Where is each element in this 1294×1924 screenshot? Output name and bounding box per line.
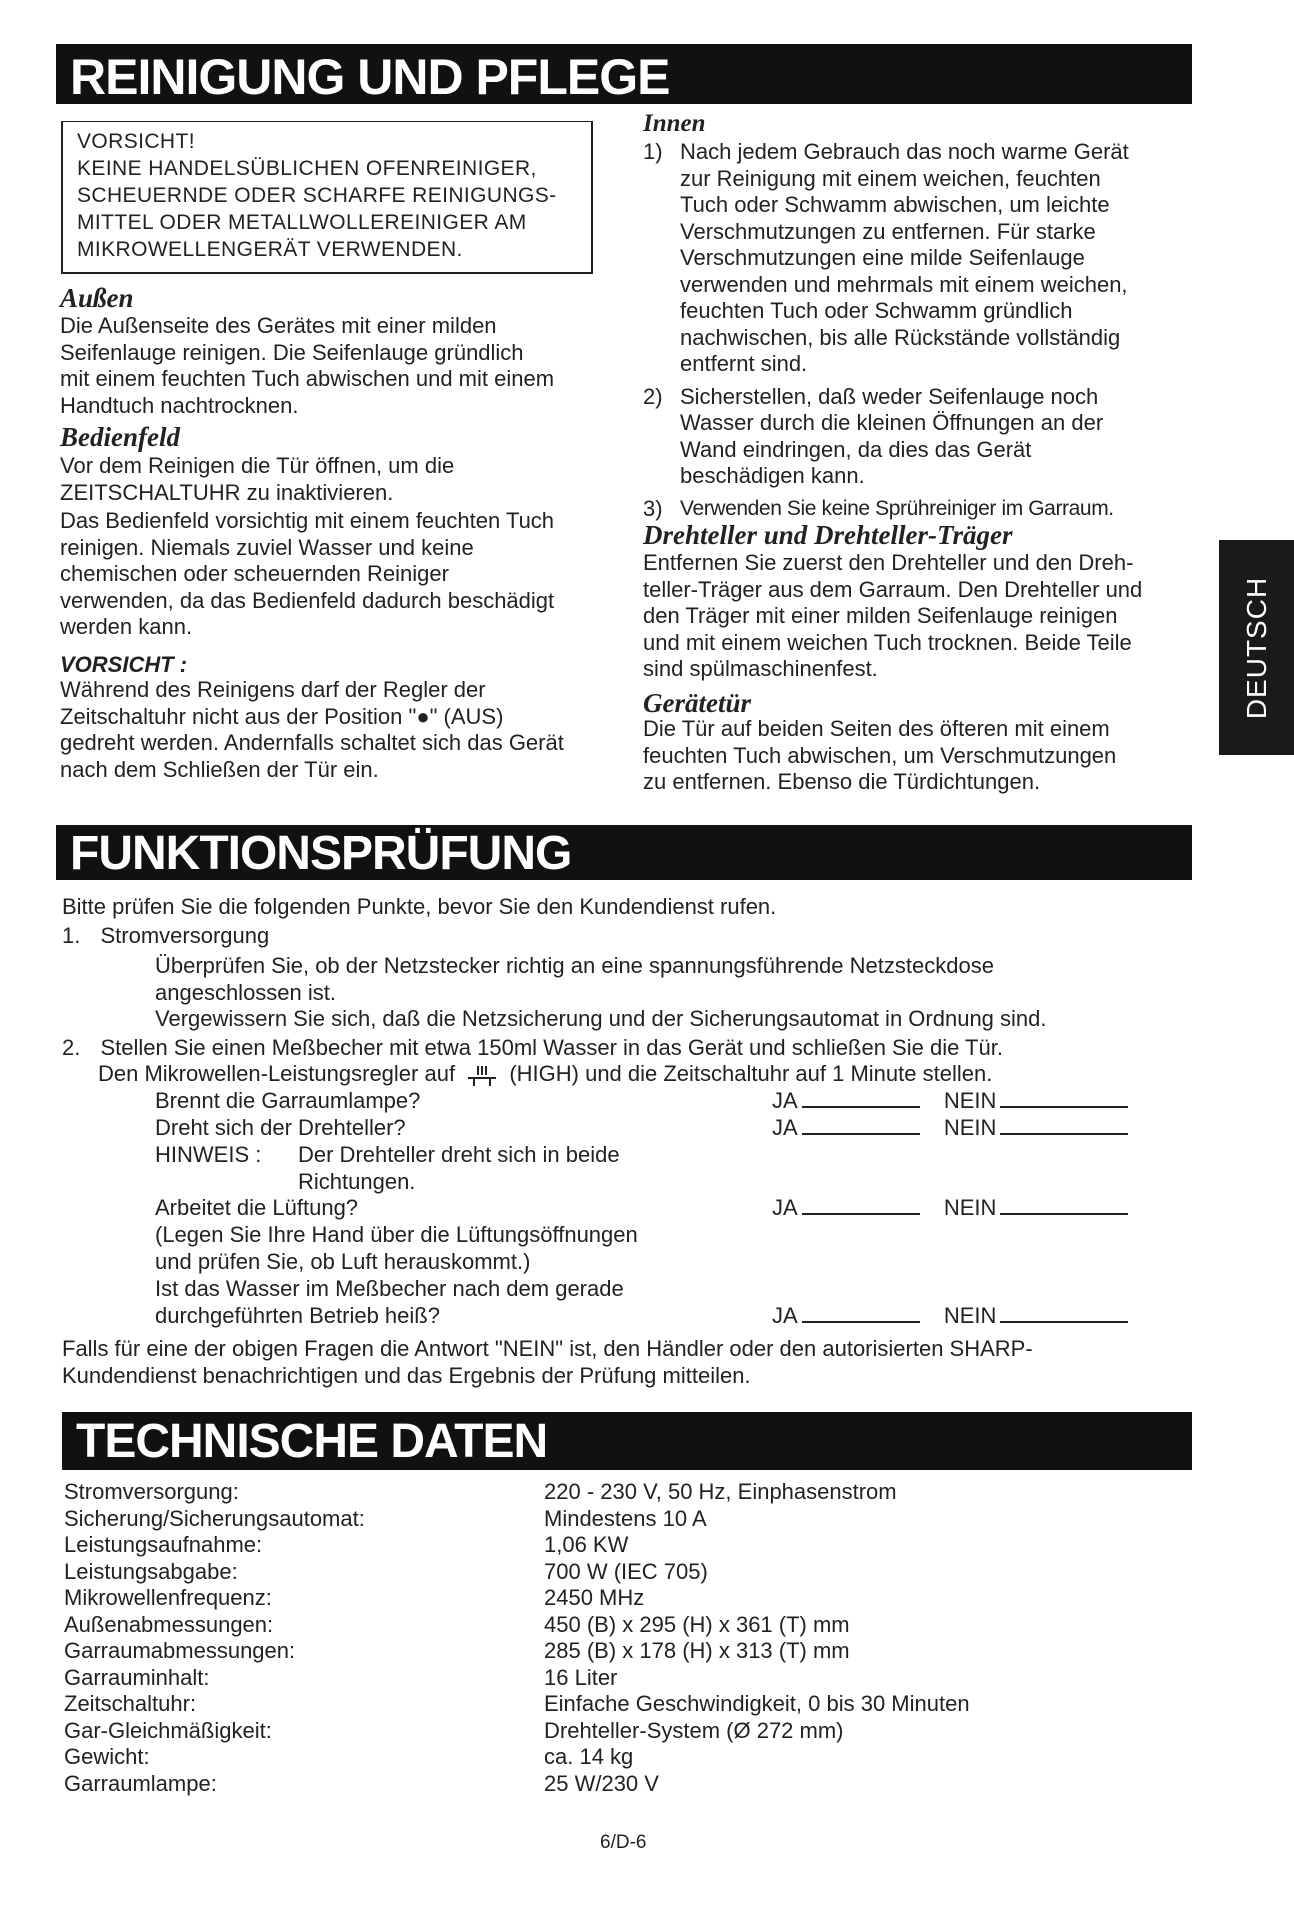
text-line: Die Tür auf beiden Seiten des öfteren mit einem xyxy=(643,716,1110,741)
spec-row xyxy=(64,1559,1264,1586)
text-line: (HIGH) und die Zeitschaltuhr auf 1 Minute stellen. xyxy=(509,1061,993,1086)
spec-row xyxy=(64,1691,1264,1718)
text-line: Vor dem Reinigen die Tür öffnen, um die xyxy=(60,453,455,478)
check-item-2-line2 xyxy=(98,1061,1218,1088)
spec-value: 1,06 KW xyxy=(544,1532,629,1557)
spec-row xyxy=(64,1638,1264,1665)
list-item xyxy=(643,384,1203,490)
answer-blank[interactable] xyxy=(1000,1213,1128,1215)
spec-key: Zeitschaltuhr: xyxy=(64,1691,197,1716)
answer-ja: JA xyxy=(772,1088,798,1113)
answer-ja: JA xyxy=(772,1303,798,1328)
text-line: Vergewissern Sie sich, daß die Netzsicherung und der Sicherungsautomat in Ordnung sind. xyxy=(155,1006,1047,1031)
heading-aussen: Außen xyxy=(60,283,134,313)
section-banner-funktionspruefung xyxy=(56,825,1192,880)
text-line: feuchten Tuch oder Schwamm gründlich xyxy=(680,298,1073,323)
spec-key: Sicherung/Sicherungsautomat: xyxy=(64,1505,365,1531)
text-line: Seifenlauge reinigen. Die Seifenlauge gründlich xyxy=(60,339,524,365)
spec-row xyxy=(64,1479,1264,1506)
language-side-tab xyxy=(1219,540,1294,755)
spec-key: Gewicht: xyxy=(64,1744,150,1769)
text-line: Der Drehteller dreht sich in beide xyxy=(298,1142,620,1167)
text-line: mit einem feuchten Tuch abwischen und mit einem xyxy=(60,366,555,391)
text-line: (Legen Sie Ihre Hand über die Lüftungsöffnungen xyxy=(155,1222,638,1247)
text-line: reinigen. Niemals zuviel Wasser und keine xyxy=(60,534,474,560)
spec-row xyxy=(64,1744,1264,1771)
text-line: und prüfen Sie, ob Luft herauskommt.) xyxy=(155,1248,531,1274)
answer-blank[interactable] xyxy=(802,1213,920,1215)
warning-line: MITTEL ODER METALLWOLLEREINIGER AM xyxy=(77,211,527,234)
item-number: 3) xyxy=(643,495,663,521)
text-line: nachwischen, bis alle Rückstände vollständig xyxy=(680,324,1121,350)
item-number: 1) xyxy=(643,139,663,164)
heading-geraetetuer: Gerätetür xyxy=(643,688,751,718)
item-label: Stromversorgung xyxy=(100,923,270,948)
spec-key: Leistungsabgabe: xyxy=(64,1558,238,1584)
answer-blank[interactable] xyxy=(802,1106,920,1108)
section-banner-technische-daten xyxy=(62,1412,1192,1470)
text-line: verwenden, da das Bedienfeld dadurch beschädigt xyxy=(60,587,555,613)
text-line: angeschlossen ist. xyxy=(155,979,336,1005)
heading-bedienfeld: Bedienfeld xyxy=(60,422,180,452)
spec-key: Stromversorgung: xyxy=(64,1479,239,1504)
text-line: Stellen Sie einen Meßbecher mit etwa 150ml Wasser in das Gerät und schließen Sie die Tür. xyxy=(100,1035,1003,1060)
text-line: Überprüfen Sie, ob der Netzstecker richtig an eine spannungsführende Netzsteckdose xyxy=(155,953,994,978)
text-line: Entfernen Sie zuerst den Drehteller und den Dreh- xyxy=(643,550,1134,575)
text-line: Sicherstellen, daß weder Seifenlauge noch xyxy=(680,383,1099,409)
question-3: Arbeitet die Lüftung? xyxy=(155,1195,359,1220)
high-power-icon xyxy=(465,1064,499,1086)
check-item-1 xyxy=(62,923,1212,950)
text-line: teller-Träger aus dem Garraum. Den Drehteller und xyxy=(643,576,1143,602)
text-line: Zeitschaltuhr nicht aus der Position "●" (AUS) xyxy=(60,703,504,729)
answer-nein: NEIN xyxy=(943,1115,997,1140)
text-line: Wand eindringen, da dies das Gerät xyxy=(680,436,1032,462)
warning-box xyxy=(61,121,593,274)
hinweis-text xyxy=(298,1142,718,1195)
text-line: Nach jedem Gebrauch das noch warme Gerät xyxy=(680,139,1129,164)
spec-key: Leistungsaufnahme: xyxy=(64,1532,263,1557)
question-3-note xyxy=(155,1222,715,1275)
spec-key: Mikrowellenfrequenz: xyxy=(64,1585,272,1610)
text-line: nach dem Schließen der Tür ein. xyxy=(60,756,379,782)
text-line: Richtungen. xyxy=(298,1168,416,1194)
answer-nein: NEIN xyxy=(943,1195,997,1220)
text-line: sind spülmaschinenfest. xyxy=(643,656,878,681)
text-line: Wasser durch die kleinen Öffnungen an der xyxy=(680,410,1104,435)
check-item-2 xyxy=(62,1035,1212,1062)
spec-value: 220 - 230 V, 50 Hz, Einphasenstrom xyxy=(544,1479,897,1504)
warning-line: VORSICHT! xyxy=(77,130,195,153)
section-title: REINIGUNG UND PFLEGE xyxy=(70,49,670,105)
answer-nein: NEIN xyxy=(943,1303,997,1328)
section-banner-reinigung xyxy=(56,44,1192,104)
list-item xyxy=(643,139,1203,378)
heading-vorsicht: VORSICHT : xyxy=(60,652,188,677)
text-line: verwenden und mehrmals mit einem weichen, xyxy=(680,271,1128,297)
warning-line: MIKROWELLENGERÄT VERWENDEN. xyxy=(77,238,463,261)
spec-value: ca. 14 kg xyxy=(544,1744,634,1769)
spec-key: Garrauminhalt: xyxy=(64,1664,210,1690)
answer-ja: JA xyxy=(772,1195,798,1220)
text-line: Den Mikrowellen-Leistungsregler auf xyxy=(98,1061,456,1086)
text-line: Verschmutzungen eine milde Seifenlauge xyxy=(680,245,1085,270)
check-item-1-text xyxy=(155,953,1205,1033)
answer-row-1 xyxy=(772,1088,1128,1115)
answer-blank[interactable] xyxy=(1000,1133,1128,1135)
answer-nein: NEIN xyxy=(943,1088,997,1113)
text-line: gedreht werden. Andernfalls schaltet sich das Gerät xyxy=(60,730,564,755)
text-line: durchgeführten Betrieb heiß? xyxy=(155,1302,440,1328)
spec-key: Außenabmessungen: xyxy=(64,1611,274,1637)
spec-value: 700 W (IEC 705) xyxy=(544,1558,708,1584)
answer-blank[interactable] xyxy=(802,1133,920,1135)
text-line: Handtuch nachtrocknen. xyxy=(60,392,299,418)
text-line: Falls für eine der obigen Fragen die Antwort "NEIN" ist, den Händler oder den autorisierten SHARP- xyxy=(62,1336,1033,1361)
spec-value: 16 Liter xyxy=(544,1664,618,1690)
spec-value: Einfache Geschwindigkeit, 0 bis 30 Minuten xyxy=(544,1691,970,1716)
section-title: FUNKTIONSPRÜFUNG xyxy=(70,827,572,880)
spec-key: Garraumlampe: xyxy=(64,1770,217,1796)
text-line: entfernt sind. xyxy=(680,351,808,376)
question-2: Dreht sich der Drehteller? xyxy=(155,1115,406,1140)
text-line: Das Bedienfeld vorsichtig mit einem feuchten Tuch xyxy=(60,508,555,533)
item-number: 2. xyxy=(62,1035,81,1060)
spec-value: 2450 MHz xyxy=(544,1585,645,1610)
vorsicht-text xyxy=(60,677,600,783)
text-line: Tuch oder Schwamm abwischen, um leichte xyxy=(680,192,1110,217)
hinweis-label: HINWEIS : xyxy=(155,1142,262,1167)
spec-key: Garraumabmessungen: xyxy=(64,1638,296,1663)
text-line: Während des Reinigens darf der Regler der xyxy=(60,677,486,702)
spec-value: Drehteller-System (Ø 272 mm) xyxy=(544,1717,844,1743)
text-line: Verwenden Sie keine Sprühreiniger im Garraum. xyxy=(680,496,1114,520)
spec-value: 25 W/230 V xyxy=(544,1770,659,1796)
spec-value: 285 (B) x 178 (H) x 313 (T) mm xyxy=(544,1638,850,1663)
answer-blank[interactable] xyxy=(802,1321,920,1323)
spec-value: Mindestens 10 A xyxy=(544,1505,707,1531)
geraetetuer-text xyxy=(643,716,1203,796)
page-number: 6/D-6 xyxy=(600,1832,647,1853)
spec-row xyxy=(64,1665,1264,1692)
item-number: 2) xyxy=(643,383,663,409)
spec-table xyxy=(64,1479,1214,1809)
text-line: den Träger mit einer milden Seifenlauge reinigen xyxy=(643,603,1118,628)
aussen-text xyxy=(60,313,600,419)
check-footer xyxy=(62,1336,1212,1389)
spec-key: Gar-Gleichmäßigkeit: xyxy=(64,1717,272,1743)
answer-row-4 xyxy=(772,1303,1128,1330)
list-item xyxy=(643,496,1203,523)
text-line: feuchten Tuch abwischen, um Verschmutzungen xyxy=(643,742,1117,768)
answer-blank[interactable] xyxy=(1000,1106,1128,1108)
answer-ja: JA xyxy=(772,1115,798,1140)
text-line: Ist das Wasser im Meßbecher nach dem gerade xyxy=(155,1276,624,1301)
text-line: beschädigen kann. xyxy=(680,463,865,488)
spec-row xyxy=(64,1612,1264,1639)
text-line: zur Reinigung mit einem weichen, feuchten xyxy=(680,165,1101,191)
warning-line: SCHEUERNDE ODER SCHARFE REINIGUNGS- xyxy=(77,184,557,207)
bedienfeld-text xyxy=(60,453,600,641)
text-line: werden kann. xyxy=(60,614,193,639)
question-1: Brennt die Garraumlampe? xyxy=(155,1088,421,1113)
heading-drehteller: Drehteller und Drehteller-Träger xyxy=(643,520,1013,550)
section-title: TECHNISCHE DATEN xyxy=(76,1415,548,1468)
text-line: zu entfernen. Ebenso die Türdichtungen. xyxy=(643,769,1041,794)
answer-blank[interactable] xyxy=(1000,1321,1128,1323)
spec-value: 450 (B) x 295 (H) x 361 (T) mm xyxy=(544,1611,850,1637)
check-intro: Bitte prüfen Sie die folgenden Punkte, bevor Sie den Kundendienst rufen. xyxy=(62,894,777,919)
spec-row xyxy=(64,1718,1264,1745)
side-tab-label: DEUTSCH xyxy=(1240,576,1272,719)
text-line: und mit einem weichen Tuch trocknen. Beide Teile xyxy=(643,629,1132,655)
text-line: Verschmutzungen zu entfernen. Für starke xyxy=(680,218,1096,244)
heading-innen: Innen xyxy=(643,110,706,137)
warning-line: KEINE HANDELSÜBLICHEN OFENREINIGER, xyxy=(77,157,537,180)
text-line: ZEITSCHALTUHR zu inaktivieren. xyxy=(60,479,394,505)
drehteller-text xyxy=(643,550,1203,683)
innen-list xyxy=(643,139,1203,522)
question-4 xyxy=(155,1276,715,1329)
spec-row xyxy=(64,1506,1264,1533)
text-line: Die Außenseite des Gerätes mit einer milden xyxy=(60,313,497,338)
answer-row-2 xyxy=(772,1115,1128,1142)
text-line: chemischen oder scheuernden Reiniger xyxy=(60,561,449,586)
spec-row xyxy=(64,1585,1264,1612)
answer-row-3 xyxy=(772,1195,1128,1222)
item-number: 1. xyxy=(62,923,81,948)
spec-row xyxy=(64,1532,1264,1559)
text-line: Kundendienst benachrichtigen und das Ergebnis der Prüfung mitteilen. xyxy=(62,1362,751,1388)
spec-row xyxy=(64,1771,1264,1798)
